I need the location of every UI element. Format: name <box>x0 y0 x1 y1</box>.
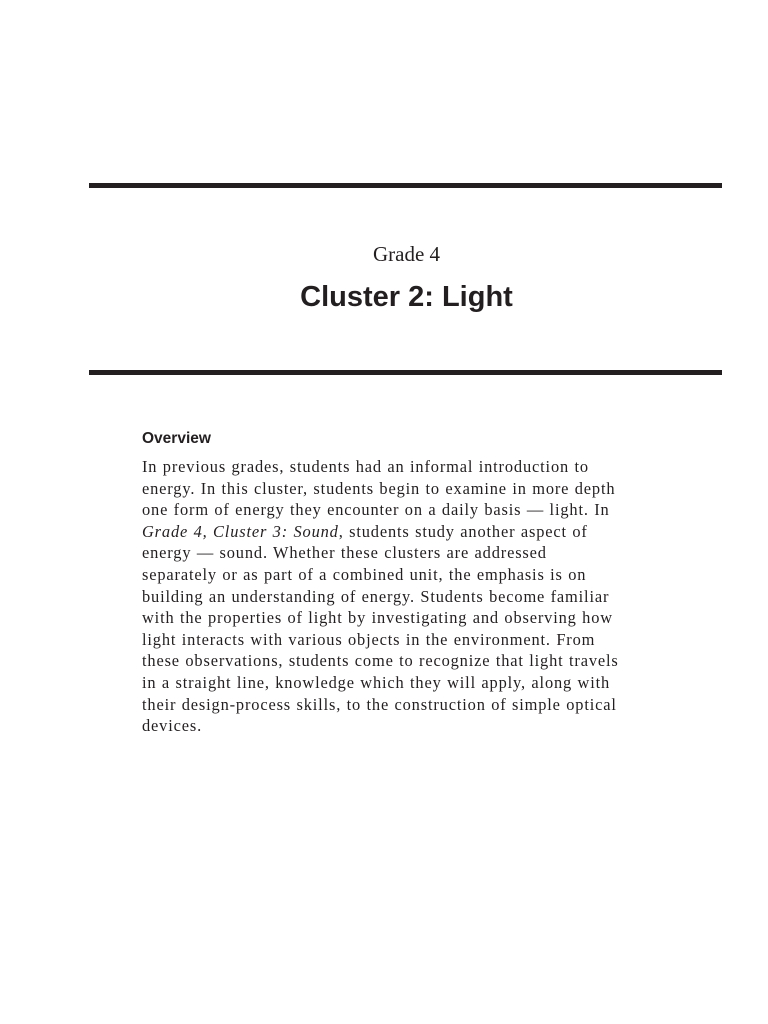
cross-reference-title: Grade 4, Cluster 3: Sound <box>142 521 339 541</box>
paragraph-line: energy. In this cluster, students begin to examine in more depth <box>142 478 616 498</box>
paragraph-line: energy — sound. Whether these clusters are addressed <box>142 543 547 563</box>
paragraph-line: In previous grades, students had an informal introduction to <box>142 457 589 476</box>
top-rule <box>89 183 722 188</box>
bottom-rule <box>89 370 722 375</box>
page-title: Cluster 2: Light <box>300 281 513 313</box>
paragraph-line: in a straight line, knowledge which they will apply, along with <box>142 672 611 692</box>
paragraph-line: with the properties of light by investigating and observing how <box>142 608 613 628</box>
paragraph-line <box>142 521 682 543</box>
overview-heading: Overview <box>142 430 211 447</box>
overview-section <box>142 428 682 737</box>
paragraph-line: light interacts with various objects in the environment. From <box>142 629 596 649</box>
paragraph-line: separately or as part of a combined unit, the emphasis is on <box>142 564 587 584</box>
overview-paragraph <box>142 456 682 737</box>
paragraph-line: their design-process skills, to the construction of simple optical <box>142 694 617 714</box>
grade-label: Grade 4 <box>372 242 441 266</box>
paragraph-line: these observations, students come to recognize that light travels <box>142 651 619 671</box>
paragraph-line: one form of energy they encounter on a daily basis — light. In <box>142 500 610 520</box>
paragraph-line: building an understanding of energy. Students become familiar <box>142 586 610 606</box>
paragraph-line-text: , students study another aspect of <box>338 521 588 541</box>
paragraph-line: devices. <box>142 716 203 736</box>
